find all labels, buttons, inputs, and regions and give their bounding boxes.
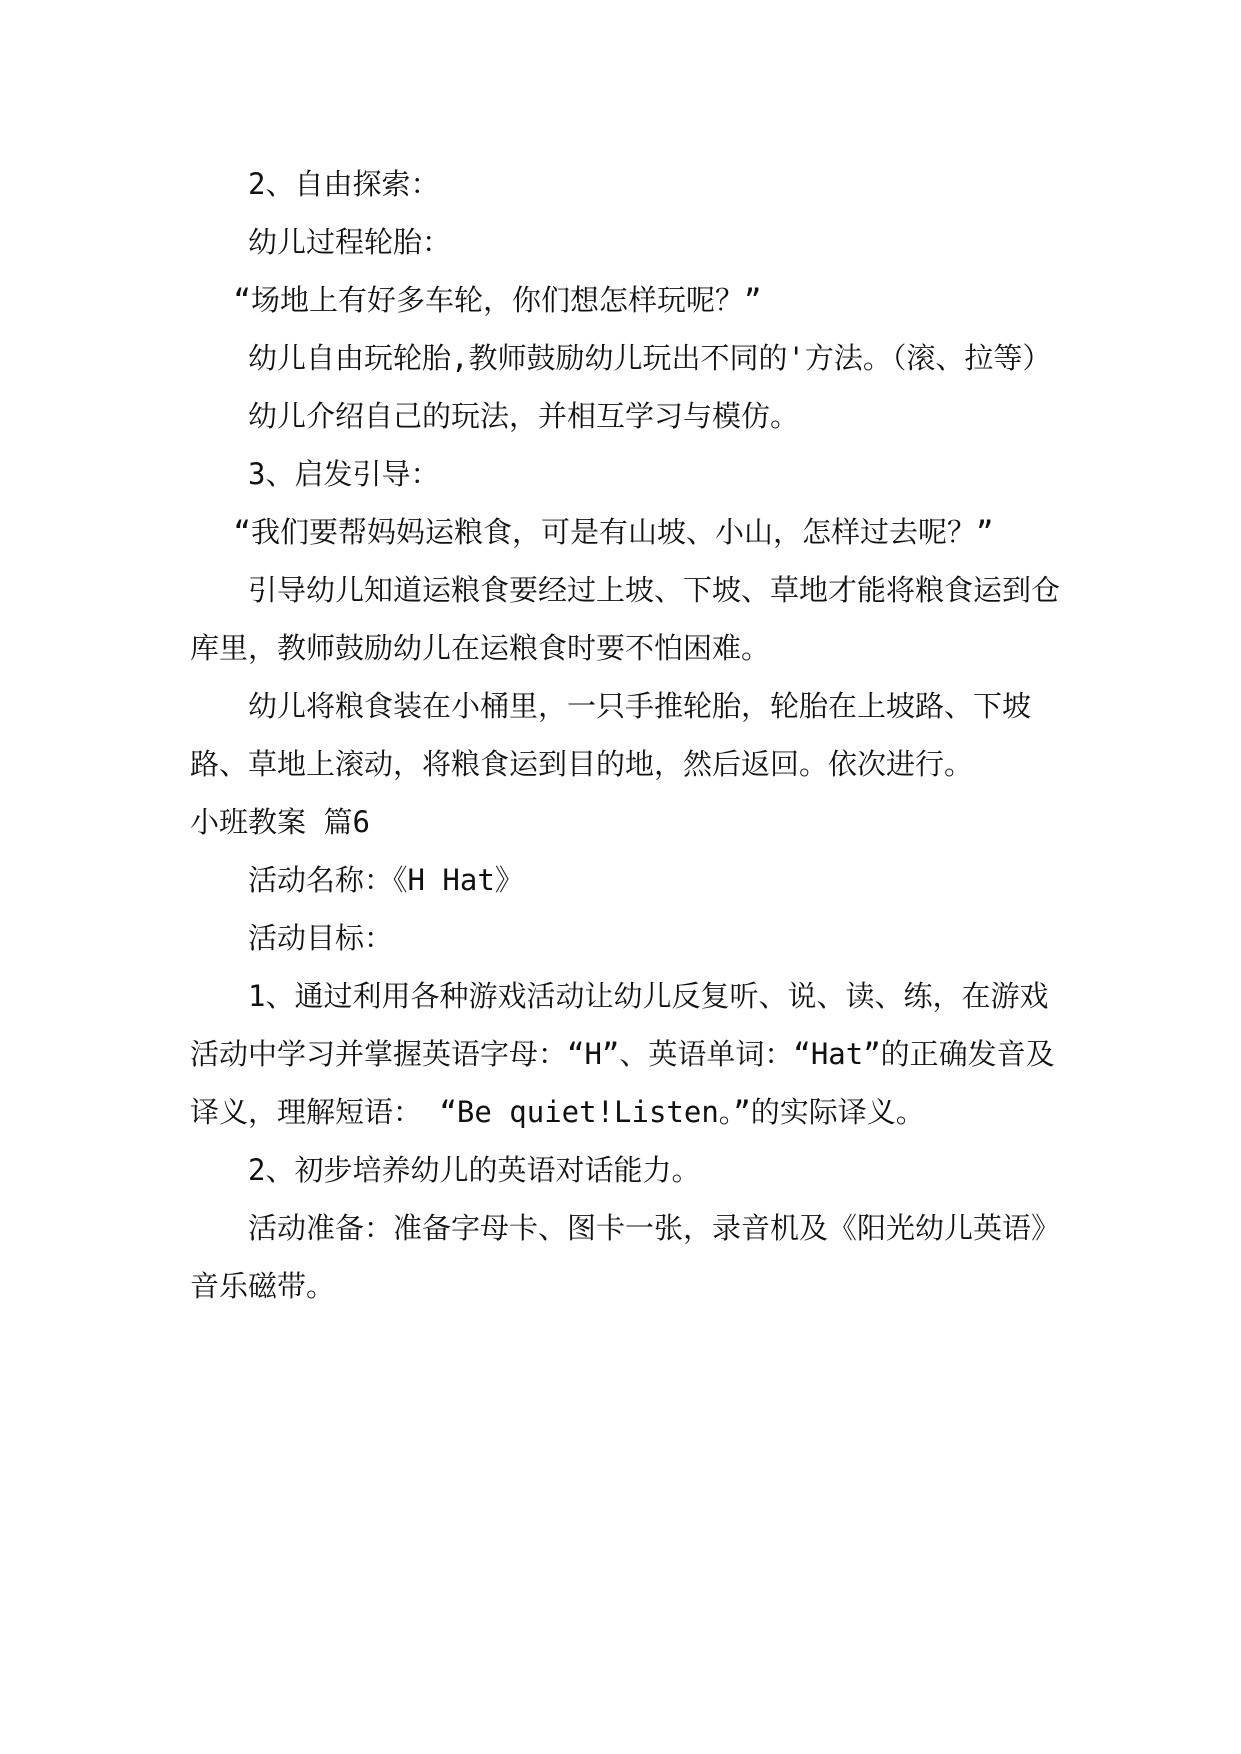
paragraph-step-3-heading: 3、启发引导： bbox=[248, 457, 440, 491]
paragraph-goal-2: 2、初步培养幼儿的英语对话能力。 bbox=[248, 1153, 701, 1187]
paragraph-free-play: 幼儿自由玩轮胎,教师鼓励幼儿玩出不同的'方法。（滚、拉等） bbox=[248, 341, 1052, 375]
section-title-lesson-6: 小班教案 篇6 bbox=[190, 805, 370, 839]
paragraph-guide-children: 引导幼儿知道运粮食要经过上坡、下坡、草地才能将粮食运到仓库里，教师鼓励幼儿在运粮食时要不怕困难。 bbox=[190, 573, 1061, 665]
paragraph-step-2-heading: 2、自由探索： bbox=[248, 167, 440, 201]
paragraph-introduce-play: 幼儿介绍自己的玩法，并相互学习与模仿。 bbox=[248, 399, 800, 433]
paragraph-tire-process: 幼儿过程轮胎： bbox=[248, 225, 452, 259]
paragraph-activity-prep: 活动准备：准备字母卡、图卡一张，录音机及《阳光幼儿英语》音乐磁带。 bbox=[190, 1211, 1061, 1303]
paragraph-activity-goals: 活动目标： bbox=[248, 921, 394, 955]
paragraph-activity-name: 活动名称：《H Hat》 bbox=[248, 863, 524, 897]
paragraph-goal-1: 1、通过利用各种游戏活动让幼儿反复听、说、读、练，在游戏活动中学习并掌握英语字母：“H”、英语单词：“Hat”的正确发音及译义，理解短语： “Be quiet!Listen。”的实际译义。 bbox=[190, 979, 1055, 1129]
paragraph-quote-grain: “我们要帮妈妈运粮食，可是有山坡、小山，怎样过去呢？” bbox=[233, 515, 994, 549]
paragraph-carry-grain: 幼儿将粮食装在小桶里，一只手推轮胎，轮胎在上坡路、下坡路、草地上滚动，将粮食运到目的地，然后返回。依次进行。 bbox=[190, 689, 1032, 781]
paragraph-quote-wheels: “场地上有好多车轮，你们想怎样玩呢？” bbox=[233, 283, 762, 317]
document-page bbox=[190, 155, 1070, 1315]
